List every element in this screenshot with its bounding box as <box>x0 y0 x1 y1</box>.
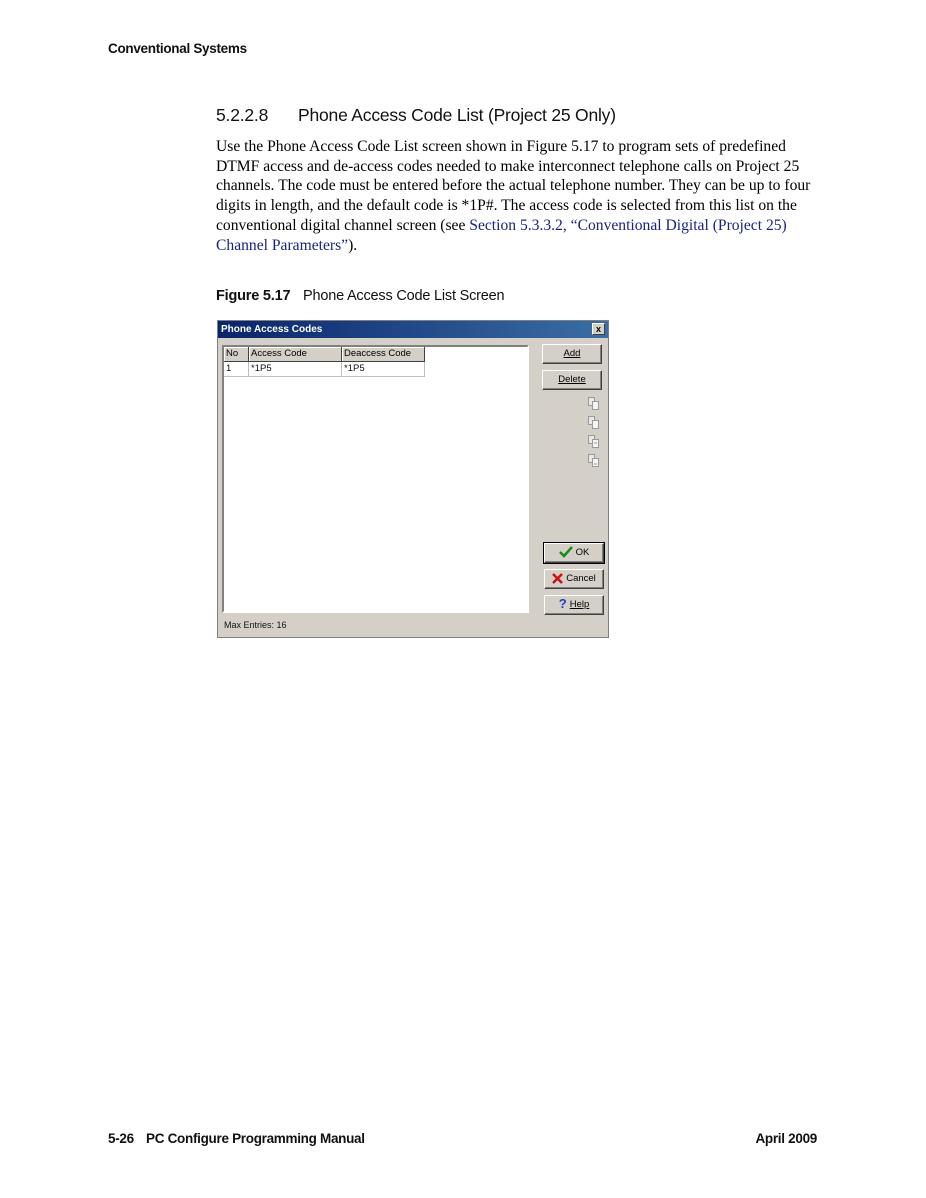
figure-label: Figure 5.17 <box>216 288 291 304</box>
figure-title: Phone Access Code List Screen <box>303 288 505 304</box>
column-header-deaccess-code[interactable]: Deaccess Code <box>342 347 425 362</box>
section-number: 5.2.2.8 <box>216 105 269 125</box>
running-header: Conventional Systems <box>108 41 247 56</box>
body-paragraph <box>216 137 821 255</box>
cell-deaccess-code[interactable]: *1P5 <box>342 362 425 377</box>
question-mark-icon: ? <box>558 596 567 612</box>
copy-icon[interactable] <box>588 397 599 410</box>
page-number: 5-26 <box>108 1131 134 1146</box>
section-heading <box>216 105 616 126</box>
footer-date: April 2009 <box>755 1131 817 1146</box>
close-button[interactable]: x <box>592 323 605 335</box>
column-header-no[interactable]: No <box>224 347 249 362</box>
figure-caption <box>216 288 504 304</box>
cell-access-code[interactable]: *1P5 <box>249 362 342 377</box>
manual-title: PC Configure Programming Manual <box>146 1131 365 1146</box>
table-row[interactable] <box>224 362 527 377</box>
ok-label: OK <box>575 547 590 558</box>
dialog-title: Phone Access Codes <box>221 324 323 335</box>
phone-access-codes-dialog <box>217 320 609 638</box>
add-label: Add <box>563 348 581 359</box>
status-text: Max Entries: 16 <box>224 620 287 630</box>
copy-rows-icon[interactable] <box>588 435 599 448</box>
grid-header <box>224 347 527 362</box>
cell-no[interactable]: 1 <box>224 362 249 377</box>
checkmark-icon <box>559 546 573 558</box>
body-tail: ). <box>348 236 358 254</box>
cancel-label: Cancel <box>566 573 596 584</box>
add-button[interactable] <box>542 344 602 364</box>
paste-icon[interactable] <box>588 416 599 429</box>
help-label: Help <box>569 599 590 610</box>
dialog-titlebar[interactable] <box>218 321 608 338</box>
cancel-button[interactable] <box>544 569 604 589</box>
codes-grid[interactable] <box>222 345 529 613</box>
delete-button[interactable] <box>542 370 602 390</box>
section-link[interactable]: Section 5.3.3.2, “Conventional Digital (Project 25) Channel Parameters” <box>216 216 787 254</box>
body-text: Use the Phone Access Code List screen shown in Figure 5.17 to program sets of predefined DTMF access and de-access codes needed to make interconnect telephone calls on Project 25 channels. The code must be entered before the actual telephone number. They can be up to four digits in length, and the default code is *1P#. The access code is selected from this list on the conventional digital channel screen (see <box>216 138 811 234</box>
column-header-access-code[interactable]: Access Code <box>249 347 342 362</box>
paste-rows-icon[interactable] <box>588 454 599 467</box>
help-button[interactable] <box>544 595 604 615</box>
ok-button[interactable] <box>544 543 604 563</box>
footer-left <box>108 1131 365 1146</box>
cancel-x-icon <box>552 573 563 584</box>
section-title: Phone Access Code List (Project 25 Only) <box>298 105 616 125</box>
delete-label: Delete <box>558 374 586 385</box>
